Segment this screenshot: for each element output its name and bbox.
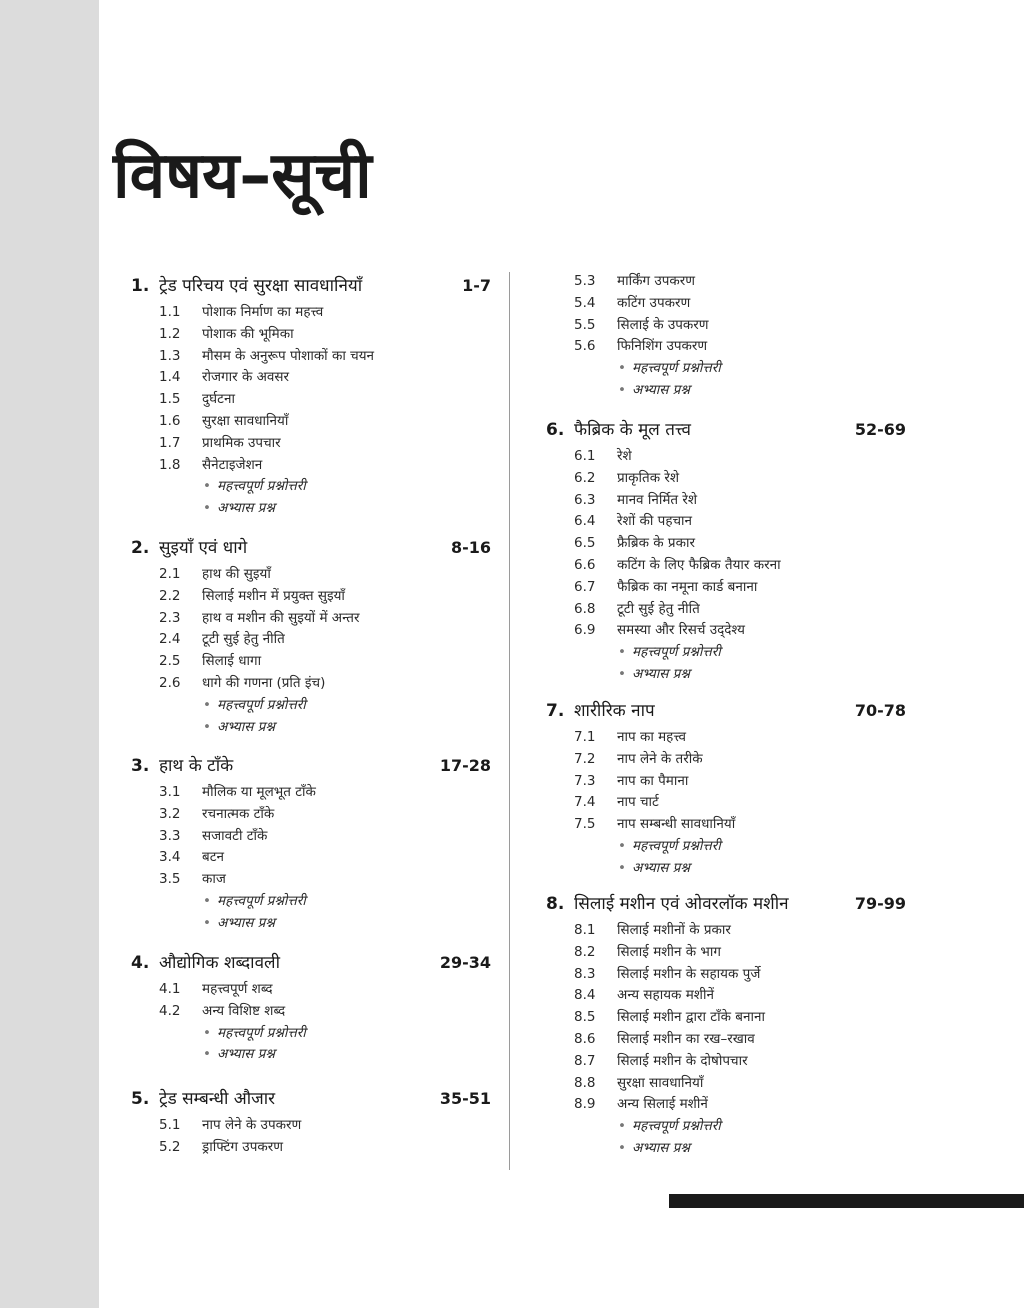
section-title: सिलाई धागा [202, 653, 262, 670]
chapter-heading[interactable] [546, 697, 906, 725]
toc-bullet-entry[interactable] [546, 358, 906, 380]
footer-bar [669, 1194, 1024, 1208]
section-title: रेशों की पहचान [617, 513, 693, 530]
section-number: 7.2 [574, 750, 596, 767]
section-title: सुरक्षा सावधानियाँ [617, 1074, 704, 1091]
toc-bullet-entry[interactable] [546, 642, 906, 664]
chapter-heading[interactable] [131, 1085, 491, 1113]
section-title: सिलाई मशीनों के प्रकार [617, 922, 731, 938]
section-title: नाप लेने के उपकरण [202, 1117, 302, 1133]
section-title: हाथ की सुइयाँ [202, 566, 271, 582]
section-number: 1.7 [159, 434, 181, 451]
toc-section-entry[interactable] [546, 293, 906, 315]
chapter-title: सुइयाँ एवं धागे [159, 538, 248, 558]
section-title: टूटी सुई हेतु नीति [617, 600, 700, 617]
section-number: 8.2 [574, 943, 596, 960]
toc-section-entry[interactable] [546, 336, 906, 358]
section-number: 8.5 [574, 1009, 596, 1026]
chapter-title: सिलाई मशीन एवं ओवरलॉक मशीन [574, 894, 789, 914]
section-title: सिलाई मशीन में प्रयुक्त सुइयाँ [202, 587, 345, 604]
section-number: 3.2 [159, 805, 181, 822]
section-number: 6.5 [574, 535, 596, 552]
bullet-icon: • [203, 718, 211, 735]
chapter-title: ट्रेड सम्बन्धी औजार [159, 1089, 276, 1109]
section-list [546, 920, 906, 1160]
toc-section-entry[interactable] [131, 979, 491, 1001]
toc-bullet-entry[interactable] [131, 891, 491, 913]
toc-chapter [131, 534, 491, 738]
chapter-heading[interactable] [131, 949, 491, 977]
chapter-number: 2. [131, 538, 150, 558]
bullet-icon: • [618, 1118, 626, 1135]
section-title: मानव निर्मित रेशे [617, 491, 698, 508]
chapter-title: शारीरिक नाप [574, 701, 655, 721]
toc-section-entry[interactable] [131, 324, 491, 346]
section-list [131, 782, 491, 935]
toc-section-entry[interactable] [546, 1029, 906, 1051]
section-list [131, 1115, 491, 1159]
bullet-icon: • [618, 859, 626, 876]
section-title: नाप चार्ट [617, 794, 659, 811]
chapter-number: 1. [131, 276, 150, 296]
toc-section-entry[interactable] [546, 964, 906, 986]
toc-section-entry[interactable] [546, 727, 906, 749]
section-title: फिनिशिंग उपकरण [617, 338, 708, 355]
section-number: 6.8 [574, 600, 596, 617]
section-number: 1.5 [159, 391, 181, 408]
chapter-heading[interactable] [546, 416, 906, 444]
toc-bullet-entry[interactable] [546, 380, 906, 402]
bullet-icon: • [203, 1024, 211, 1041]
toc-section-entry[interactable] [131, 411, 491, 433]
section-title: मौलिक या मूलभूत टाँके [202, 784, 316, 800]
toc-section-entry[interactable] [131, 455, 491, 477]
toc-section-entry[interactable] [546, 1051, 906, 1073]
section-number: 7.5 [574, 816, 596, 833]
toc-section-entry[interactable] [546, 315, 906, 337]
chapter-heading[interactable] [131, 752, 491, 780]
section-title: फैब्रिक का नमूना कार्ड बनाना [617, 578, 758, 595]
toc-section-entry[interactable] [546, 942, 906, 964]
toc-section-entry[interactable] [546, 577, 906, 599]
chapter-page-range: 35-51 [439, 1089, 491, 1108]
toc-section-entry[interactable] [131, 1001, 491, 1023]
chapter-title: औद्योगिक शब्दावली [159, 953, 280, 973]
chapter-heading[interactable] [131, 534, 491, 562]
section-number: 7.3 [574, 772, 596, 789]
toc-bullet-entry[interactable] [131, 1044, 491, 1066]
toc-chapter [546, 890, 906, 1160]
bullet-label: महत्त्वपूर्ण प्रश्नोत्तरी [217, 892, 306, 909]
bullet-label: अभ्यास प्रश्न [217, 718, 275, 735]
chapter-number: 6. [546, 420, 565, 440]
section-title: सुरक्षा सावधानियाँ [202, 412, 289, 429]
page-title: विषय–सूची [113, 139, 372, 213]
chapter-page-range: 8-16 [450, 538, 491, 557]
toc-section-entry[interactable] [546, 599, 906, 621]
section-number: 6.6 [574, 556, 596, 573]
section-number: 2.2 [159, 587, 181, 604]
section-number: 2.1 [159, 566, 181, 582]
toc-section-entry[interactable] [546, 771, 906, 793]
section-number: 6.3 [574, 491, 596, 508]
section-number: 6.9 [574, 622, 596, 639]
section-title: कटिंग उपकरण [617, 294, 691, 311]
section-list [131, 979, 491, 1066]
section-number: 3.3 [159, 827, 181, 844]
section-number: 2.6 [159, 674, 181, 691]
section-title: नाप का पैमाना [617, 772, 689, 789]
toc-section-entry[interactable] [546, 749, 906, 771]
bullet-label: महत्त्वपूर्ण प्रश्नोत्तरी [632, 360, 721, 377]
toc-section-entry[interactable] [131, 673, 491, 695]
section-title: प्राकृतिक रेशे [617, 469, 680, 486]
section-title: सिलाई मशीन का रख–रखाव [617, 1030, 755, 1047]
chapter-page-range: 1-7 [462, 276, 491, 295]
toc-section-entry[interactable] [546, 1073, 906, 1095]
bullet-label: अभ्यास प्रश्न [217, 1046, 275, 1063]
section-number: 7.1 [574, 729, 596, 745]
section-title: रेशे [617, 448, 632, 464]
section-number: 5.6 [574, 338, 596, 355]
bullet-icon: • [618, 665, 626, 682]
toc-section-entry[interactable] [546, 511, 906, 533]
bullet-label: महत्त्वपूर्ण प्रश्नोत्तरी [632, 644, 721, 661]
section-title: महत्त्वपूर्ण शब्द [202, 981, 273, 997]
bullet-icon: • [618, 360, 626, 377]
toc-section-entry[interactable] [546, 271, 906, 293]
bullet-label: अभ्यास प्रश्न [217, 914, 275, 931]
toc-bullet-entry[interactable] [131, 695, 491, 717]
toc-section-entry[interactable] [131, 586, 491, 608]
section-number: 8.4 [574, 987, 596, 1004]
toc-chapter [131, 272, 491, 520]
section-number: 7.4 [574, 794, 596, 811]
chapter-page-range: 29-34 [439, 953, 491, 972]
toc-bullet-entry[interactable] [131, 1023, 491, 1045]
chapter-number: 4. [131, 953, 150, 973]
section-title: काज [202, 871, 226, 888]
chapter-title: फैब्रिक के मूल तत्त्व [574, 420, 691, 440]
toc-section-entry[interactable] [546, 792, 906, 814]
section-number: 1.1 [159, 304, 181, 320]
chapter-heading[interactable] [131, 272, 491, 300]
toc-chapter [546, 697, 906, 880]
toc-bullet-entry[interactable] [546, 664, 906, 686]
toc-chapter [131, 949, 491, 1066]
bullet-label: महत्त्वपूर्ण प्रश्नोत्तरी [632, 837, 721, 854]
section-number: 6.7 [574, 578, 596, 595]
section-list [546, 727, 906, 880]
section-number: 3.4 [159, 849, 181, 866]
toc-section-entry[interactable] [546, 1094, 906, 1116]
toc-section-entry[interactable] [546, 814, 906, 836]
toc-chapter [131, 752, 491, 935]
chapter-number: 7. [546, 701, 565, 721]
section-title: फ्रैब्रिक के प्रकार [617, 535, 695, 552]
toc-section-entry[interactable] [546, 620, 906, 642]
section-title: सजावटी टाँके [202, 827, 268, 844]
section-list [546, 271, 906, 402]
toc-section-entry[interactable] [131, 1115, 491, 1137]
bullet-icon: • [203, 500, 211, 517]
chapter-heading[interactable] [546, 890, 906, 918]
toc-section-entry[interactable] [131, 302, 491, 324]
toc-section-entry[interactable] [546, 533, 906, 555]
section-number: 4.1 [159, 981, 181, 997]
toc-bullet-entry[interactable] [131, 913, 491, 935]
chapter-number: 5. [131, 1089, 150, 1109]
section-number: 5.5 [574, 316, 596, 333]
section-number: 8.9 [574, 1096, 596, 1113]
section-number: 2.5 [159, 653, 181, 670]
column-divider [509, 272, 510, 1170]
section-number: 2.3 [159, 609, 181, 626]
toc-section-entry[interactable] [131, 869, 491, 891]
chapter-title: हाथ के टाँके [159, 756, 234, 776]
section-title: कटिंग के लिए फैब्रिक तैयार करना [617, 556, 781, 573]
section-title: मौसम के अनुरूप पोशाकों का चयन [202, 347, 375, 364]
section-number: 6.1 [574, 448, 596, 464]
section-number: 1.4 [159, 369, 181, 386]
section-number: 8.3 [574, 965, 596, 982]
toc-section-entry[interactable] [131, 847, 491, 869]
toc-section-entry[interactable] [546, 985, 906, 1007]
section-list [131, 302, 491, 520]
section-title: सिलाई मशीन के सहायक पुर्जे [617, 965, 761, 982]
toc-section-entry[interactable] [546, 555, 906, 577]
section-title: दुर्घटना [202, 391, 235, 408]
bullet-icon: • [203, 914, 211, 931]
bullet-label: महत्त्वपूर्ण प्रश्नोत्तरी [632, 1118, 721, 1135]
toc-section-entry[interactable] [131, 804, 491, 826]
section-title: नाप का महत्त्व [617, 729, 687, 745]
bullet-icon: • [618, 381, 626, 398]
section-number: 8.8 [574, 1074, 596, 1091]
toc-section-entry[interactable] [131, 782, 491, 804]
toc-section-entry[interactable] [131, 608, 491, 630]
section-title: धागे की गणना (प्रति इंच) [202, 674, 326, 691]
toc-bullet-entry[interactable] [131, 717, 491, 739]
section-title: सिलाई मशीन के दोषोपचार [617, 1052, 748, 1069]
toc-chapter [546, 271, 906, 402]
section-number: 8.7 [574, 1052, 596, 1069]
section-number: 5.4 [574, 294, 596, 311]
toc-bullet-entry[interactable] [131, 498, 491, 520]
section-title: अन्य सिलाई मशीनें [617, 1096, 708, 1113]
chapter-page-range: 70-78 [854, 701, 906, 720]
toc-section-entry[interactable] [546, 1007, 906, 1029]
toc-bullet-entry[interactable] [131, 476, 491, 498]
bullet-label: अभ्यास प्रश्न [632, 381, 690, 398]
bullet-label: महत्त्वपूर्ण प्रश्नोत्तरी [217, 478, 306, 495]
toc-section-entry[interactable] [131, 651, 491, 673]
section-number: 3.5 [159, 871, 181, 888]
section-number: 1.6 [159, 412, 181, 429]
toc-bullet-entry[interactable] [546, 836, 906, 858]
section-title: नाप लेने के तरीके [617, 750, 703, 767]
toc-section-entry[interactable] [131, 389, 491, 411]
chapter-page-range: 79-99 [854, 894, 906, 913]
section-title: ड्राफ्टिंग उपकरण [202, 1138, 284, 1155]
section-number: 3.1 [159, 784, 181, 800]
chapter-page-range: 17-28 [439, 756, 491, 775]
section-number: 5.1 [159, 1117, 181, 1133]
bullet-label: अभ्यास प्रश्न [632, 1139, 690, 1156]
section-title: समस्या और रिसर्च उद्‌देश्य [617, 622, 746, 639]
toc-chapter [131, 1085, 491, 1159]
section-number: 8.6 [574, 1030, 596, 1047]
section-title: प्राथमिक उपचार [202, 434, 281, 451]
toc-section-entry[interactable] [131, 1137, 491, 1159]
section-number: 1.8 [159, 456, 181, 473]
bullet-label: महत्त्वपूर्ण प्रश्नोत्तरी [217, 696, 306, 713]
toc-section-entry[interactable] [131, 629, 491, 651]
section-number: 5.2 [159, 1138, 181, 1155]
toc-bullet-entry[interactable] [546, 1116, 906, 1138]
bullet-icon: • [203, 696, 211, 713]
toc-section-entry[interactable] [546, 468, 906, 490]
chapter-page-range: 52-69 [854, 420, 906, 439]
section-number: 1.2 [159, 325, 181, 342]
section-title: नाप सम्बन्धी सावधानियाँ [617, 816, 736, 833]
bullet-label: अभ्यास प्रश्न [632, 859, 690, 876]
section-title: पोशाक निर्माण का महत्त्व [202, 304, 324, 320]
section-title: सिलाई मशीन द्वारा टाँके बनाना [617, 1009, 765, 1026]
toc-section-entry[interactable] [131, 433, 491, 455]
section-title: रोजगार के अवसर [202, 369, 290, 386]
bullet-icon: • [203, 1046, 211, 1063]
bullet-icon: • [203, 478, 211, 495]
bullet-label: महत्त्वपूर्ण प्रश्नोत्तरी [217, 1024, 306, 1041]
section-title: सैनेटाइजेशन [202, 456, 263, 473]
toc-section-entry[interactable] [131, 367, 491, 389]
toc-section-entry[interactable] [131, 346, 491, 368]
chapter-title: ट्रेड परिचय एवं सुरक्षा सावधानियाँ [159, 276, 363, 296]
section-title: हाथ व मशीन की सुइयों में अन्तर [202, 609, 360, 626]
toc-bullet-entry[interactable] [546, 858, 906, 880]
section-title: सिलाई के उपकरण [617, 316, 709, 333]
bullet-icon: • [618, 837, 626, 854]
section-title: अन्य सहायक मशीनें [617, 987, 714, 1004]
section-title: रचनात्मक टाँके [202, 805, 275, 822]
bullet-icon: • [618, 1139, 626, 1156]
bullet-icon: • [618, 644, 626, 661]
section-number: 6.4 [574, 513, 596, 530]
section-number: 8.1 [574, 922, 596, 938]
section-list [131, 564, 491, 738]
bullet-label: अभ्यास प्रश्न [217, 500, 275, 517]
section-number: 1.3 [159, 347, 181, 364]
toc-section-entry[interactable] [546, 490, 906, 512]
toc-section-entry[interactable] [546, 920, 906, 942]
toc-section-entry[interactable] [131, 564, 491, 586]
section-title: सिलाई मशीन के भाग [617, 943, 721, 960]
section-title: अन्य विशिष्ट शब्द [202, 1002, 286, 1019]
chapter-number: 8. [546, 894, 565, 914]
section-title: मार्किंग उपकरण [617, 273, 696, 289]
side-margin-band [0, 0, 99, 1308]
bullet-label: अभ्यास प्रश्न [632, 665, 690, 682]
bullet-icon: • [203, 892, 211, 909]
section-list [546, 446, 906, 686]
section-number: 6.2 [574, 469, 596, 486]
toc-section-entry[interactable] [131, 826, 491, 848]
section-number: 2.4 [159, 631, 181, 648]
section-title: टूटी सुई हेतु नीति [202, 631, 285, 648]
section-number: 5.3 [574, 273, 596, 289]
toc-chapter [546, 416, 906, 686]
chapter-number: 3. [131, 756, 150, 776]
section-number: 4.2 [159, 1002, 181, 1019]
section-title: बटन [202, 849, 225, 866]
toc-section-entry[interactable] [546, 446, 906, 468]
section-title: पोशाक की भूमिका [202, 325, 294, 342]
toc-bullet-entry[interactable] [546, 1138, 906, 1160]
